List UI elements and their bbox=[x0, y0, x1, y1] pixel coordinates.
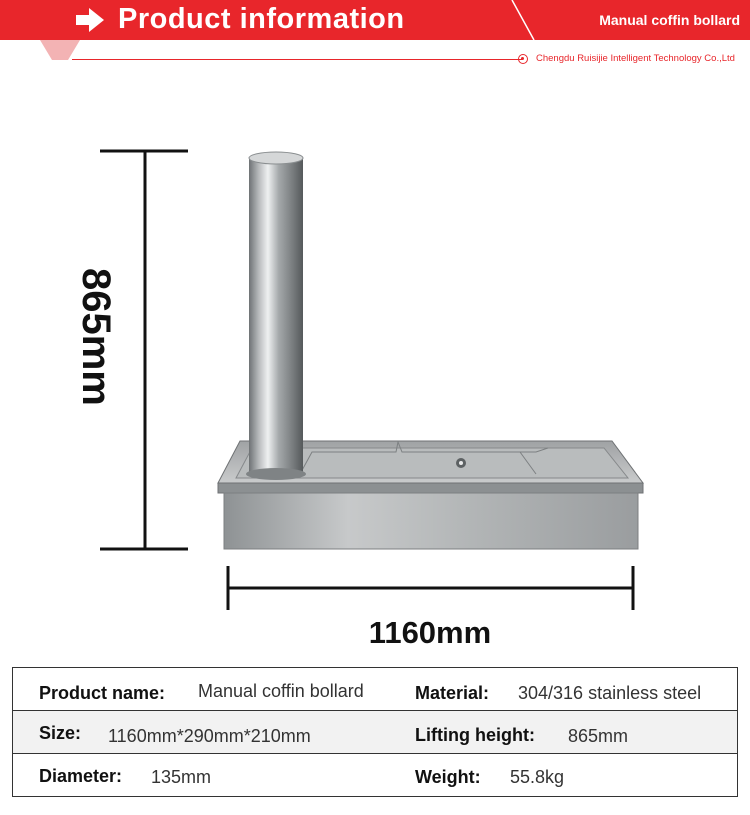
spec-table bbox=[12, 667, 738, 797]
product-name-value: Manual coffin bollard bbox=[198, 681, 364, 701]
bollard-pole bbox=[246, 152, 306, 480]
company-name: Chengdu Ruisijie Intelligent Technology Co.,Ltd bbox=[536, 53, 735, 64]
diameter-label: Diameter: bbox=[39, 766, 123, 786]
material-label: Material: bbox=[415, 683, 490, 703]
size-label: Size: bbox=[39, 723, 82, 743]
size-value: 1160mm*290mm*210mm bbox=[108, 726, 311, 746]
page-subtitle: Manual coffin bollard bbox=[599, 12, 740, 28]
weight-label: Weight: bbox=[415, 767, 481, 787]
height-label: 865mm bbox=[74, 268, 118, 406]
diameter-value: 135mm bbox=[151, 767, 212, 787]
material-value: 304/316 stainless steel bbox=[518, 683, 702, 703]
lifting-height-value: 865mm bbox=[568, 726, 629, 746]
lifting-height-label: Lifting height: bbox=[415, 725, 535, 745]
width-label: 1160mm bbox=[368, 615, 492, 650]
spec-row bbox=[13, 668, 737, 710]
product-name-label: Product name: bbox=[39, 683, 166, 703]
spec-row bbox=[13, 711, 737, 753]
width-dimension-line bbox=[228, 566, 633, 610]
page-title: Product information bbox=[118, 3, 405, 35]
spec-row bbox=[13, 754, 737, 796]
height-label-wrap bbox=[74, 268, 158, 406]
weight-value: 55.8kg bbox=[510, 767, 565, 787]
